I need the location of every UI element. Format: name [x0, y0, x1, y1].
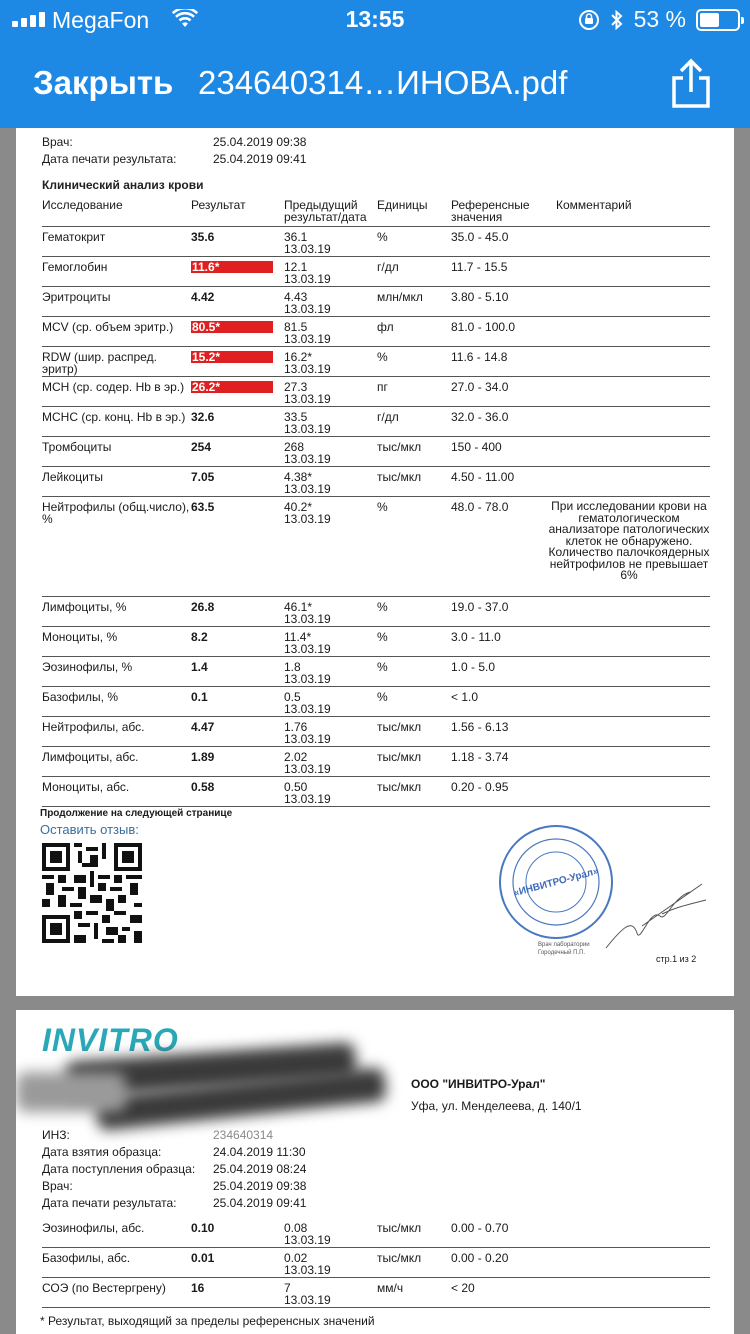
flagged-result: 26.2* — [191, 381, 273, 393]
test-result: 0.58 — [191, 780, 215, 794]
previous-date: 13.03.19 — [284, 482, 331, 496]
previous-value: 7 — [284, 1281, 291, 1295]
table-row — [42, 687, 710, 717]
test-result: 0.10 — [191, 1221, 215, 1235]
previous-result — [284, 781, 372, 805]
reference-range: 0.20 - 0.95 — [451, 780, 509, 794]
orientation-lock-icon — [578, 9, 600, 31]
table-row — [42, 497, 710, 597]
test-name: Лейкоциты — [42, 470, 104, 484]
test-units: % — [377, 230, 388, 244]
meta-key: Дата печати результата: — [42, 152, 177, 166]
meta-row — [42, 1162, 306, 1176]
test-result: 0.1 — [191, 690, 208, 704]
meta-value: 25.04.2019 09:41 — [213, 152, 307, 166]
test-result — [191, 321, 271, 333]
flagged-result: 80.5* — [191, 321, 273, 333]
flagged-result: 15.2* — [191, 351, 273, 363]
reference-range: 11.7 - 15.5 — [451, 260, 508, 274]
test-name: Лимфоциты, абс. — [42, 750, 139, 764]
reference-range: < 20 — [451, 1281, 475, 1295]
reference-range: 19.0 - 37.0 — [451, 600, 509, 614]
test-units: тыс/мкл — [377, 750, 422, 764]
previous-result — [284, 691, 372, 715]
previous-result — [284, 261, 372, 285]
table-header — [42, 199, 710, 227]
test-result: 1.4 — [191, 660, 208, 674]
test-units: тыс/мкл — [377, 440, 422, 454]
reference-range: < 1.0 — [451, 690, 479, 704]
previous-value: 4.38* — [284, 470, 313, 484]
reference-range: 11.6 - 14.8 — [451, 350, 508, 364]
table-row — [42, 467, 710, 497]
test-units: тыс/мкл — [377, 720, 422, 734]
previous-value: 27.3 — [284, 380, 308, 394]
bluetooth-icon — [610, 9, 624, 31]
table-row — [42, 227, 710, 257]
pdf-page-2[interactable] — [16, 1010, 734, 1334]
test-name: Эритроциты — [42, 290, 111, 304]
test-result: 8.2 — [191, 630, 208, 644]
page-number: стр.1 из 2 — [656, 954, 697, 964]
table-row — [42, 1278, 710, 1308]
share-icon[interactable] — [668, 58, 714, 110]
test-units: % — [377, 350, 388, 364]
col-header-comment: Комментарий — [556, 198, 632, 212]
previous-date: 13.03.19 — [284, 702, 331, 716]
meta-key: Дата взятия образца: — [42, 1145, 162, 1159]
table-row — [42, 437, 710, 467]
footnote: * Результат, выходящий за пределы референсных значений — [40, 1314, 375, 1328]
section-title: Клинический анализ крови — [42, 178, 204, 192]
previous-result — [284, 751, 372, 775]
test-result — [191, 351, 271, 363]
test-comment: При исследовании крови на гематологическом анализаторе патологических клеток не обнаружено. Количество палочкоядерных нейтрофилов не превышает 6% — [548, 499, 710, 582]
table-row — [42, 717, 710, 747]
previous-value: 1.76 — [284, 720, 308, 734]
test-result: 4.42 — [191, 290, 215, 304]
test-result: 16 — [191, 1281, 205, 1295]
previous-value: 36.1 — [284, 230, 308, 244]
previous-date: 13.03.19 — [284, 452, 331, 466]
test-result: 0.01 — [191, 1251, 215, 1265]
meta-row — [42, 135, 306, 149]
signature-note-2: Городечный П.П. — [538, 950, 586, 956]
flagged-result: 11.6* — [191, 261, 273, 273]
test-name: СОЭ (по Вестергрену) — [42, 1281, 166, 1295]
meta-key: Дата печати результата: — [42, 1196, 177, 1210]
test-units: тыс/мкл — [377, 780, 422, 794]
test-name: MCV (ср. объем эритр.) — [42, 320, 174, 334]
test-units: тыс/мкл — [377, 1251, 422, 1265]
close-button[interactable]: Закрыть — [33, 64, 174, 101]
table-row — [42, 317, 710, 347]
test-result — [191, 381, 271, 393]
test-name: Эозинофилы, абс. — [42, 1221, 145, 1235]
test-units: % — [377, 500, 388, 514]
table-row — [42, 627, 710, 657]
previous-value: 0.08 — [284, 1221, 308, 1235]
reference-range: 0.00 - 0.70 — [451, 1221, 509, 1235]
status-bar — [0, 0, 750, 40]
previous-value: 0.5 — [284, 690, 301, 704]
col-header-result: Результат — [191, 198, 246, 212]
reference-range: 81.0 - 100.0 — [451, 320, 516, 334]
reference-range: 35.0 - 45.0 — [451, 230, 509, 244]
meta-row — [42, 1196, 306, 1210]
qr-code-icon[interactable] — [42, 843, 142, 943]
test-units: г/дл — [377, 410, 399, 424]
table-row — [42, 287, 710, 317]
reference-range: 27.0 - 34.0 — [451, 380, 509, 394]
previous-result — [284, 441, 372, 465]
table-row — [42, 407, 710, 437]
test-units: % — [377, 630, 388, 644]
test-result: 26.8 — [191, 600, 215, 614]
status-time: 13:55 — [345, 6, 405, 32]
test-name: Нейтрофилы (общ.число), % — [42, 500, 190, 526]
meta-value: 24.04.2019 11:30 — [213, 1145, 306, 1159]
meta-value: 234640314 — [213, 1128, 274, 1142]
previous-value: 0.50 — [284, 780, 308, 794]
test-units: % — [377, 660, 388, 674]
previous-value: 11.4* — [284, 630, 312, 644]
test-name: Гемоглобин — [42, 260, 108, 274]
previous-date: 13.03.19 — [284, 392, 331, 406]
reference-range: 1.18 - 3.74 — [451, 750, 509, 764]
previous-result — [284, 601, 372, 625]
reference-range: 1.0 - 5.0 — [451, 660, 496, 674]
test-units: тыс/мкл — [377, 1221, 422, 1235]
battery-percent: 53 % — [633, 6, 686, 32]
previous-result — [284, 1252, 372, 1276]
reference-range: 150 - 400 — [451, 440, 502, 454]
test-name: Гематокрит — [42, 230, 106, 244]
app-header — [0, 0, 750, 128]
previous-date: 13.03.19 — [284, 1233, 331, 1247]
previous-value: 1.8 — [284, 660, 301, 674]
test-result: 7.05 — [191, 470, 215, 484]
previous-value: 268 — [284, 440, 305, 454]
previous-result — [284, 721, 372, 745]
previous-date: 13.03.19 — [284, 642, 331, 656]
previous-result — [284, 501, 372, 525]
reference-range: 3.80 - 5.10 — [451, 290, 509, 304]
test-result: 35.6 — [191, 230, 215, 244]
test-units: % — [377, 600, 388, 614]
test-name: Лимфоциты, % — [42, 600, 127, 614]
previous-result — [284, 1282, 372, 1306]
previous-date: 13.03.19 — [284, 242, 331, 256]
battery-icon — [696, 9, 740, 31]
previous-value: 2.02 — [284, 750, 308, 764]
test-units: г/дл — [377, 260, 399, 274]
test-units: млн/мкл — [377, 290, 423, 304]
previous-result — [284, 471, 372, 495]
stamp-label: «ИНВИТРО-Урал» — [512, 865, 600, 900]
col-header-prev: Предыдущий результат/дата — [284, 198, 367, 224]
previous-value: 16.2* — [284, 350, 313, 364]
previous-value: 46.1* — [284, 600, 313, 614]
previous-date: 13.03.19 — [284, 612, 331, 626]
test-units: тыс/мкл — [377, 470, 422, 484]
previous-value: 4.43 — [284, 290, 308, 304]
test-name: Моноциты, абс. — [42, 780, 130, 794]
table-row — [42, 1248, 710, 1278]
lab-stamp — [496, 822, 616, 942]
table-row — [42, 347, 710, 377]
previous-date: 13.03.19 — [284, 762, 331, 776]
previous-date: 13.03.19 — [284, 672, 331, 686]
test-name: Базофилы, % — [42, 690, 118, 704]
previous-date: 13.03.19 — [284, 512, 331, 526]
carrier-name: MegaFon — [52, 7, 150, 33]
test-units: фл — [377, 320, 394, 334]
meta-value: 25.04.2019 08:24 — [213, 1162, 307, 1176]
previous-date: 13.03.19 — [284, 362, 331, 376]
previous-result — [284, 351, 372, 375]
previous-date: 13.03.19 — [284, 792, 331, 806]
org-name: ООО "ИНВИТРО-Урал" — [411, 1077, 546, 1091]
continue-note: Продолжение на следующей странице — [40, 808, 233, 819]
previous-result — [284, 1222, 372, 1246]
test-name: Базофилы, абс. — [42, 1251, 131, 1265]
table-row — [42, 377, 710, 407]
previous-date: 13.03.19 — [284, 1263, 331, 1277]
reference-range: 32.0 - 36.0 — [451, 410, 509, 424]
previous-value: 0.02 — [284, 1251, 308, 1265]
previous-value: 40.2* — [284, 500, 313, 514]
test-name: Нейтрофилы, абс. — [42, 720, 145, 734]
meta-row — [42, 1179, 306, 1193]
meta-value: 25.04.2019 09:41 — [213, 1196, 307, 1210]
previous-date: 13.03.19 — [284, 732, 331, 746]
nav-bar — [0, 40, 750, 128]
reference-range: 1.56 - 6.13 — [451, 720, 509, 734]
previous-date: 13.03.19 — [284, 332, 331, 346]
feedback-link[interactable]: Оставить отзыв: — [40, 822, 139, 837]
org-address: Уфа, ул. Менделеева, д. 140/1 — [411, 1099, 582, 1113]
previous-result — [284, 411, 372, 435]
meta-key: Врач: — [42, 1179, 73, 1193]
test-name: MCHC (ср. конц. Hb в эр.) — [42, 410, 186, 424]
meta-value: 25.04.2019 09:38 — [213, 1179, 307, 1193]
meta-key: Врач: — [42, 135, 73, 149]
table-row — [42, 657, 710, 687]
test-result: 1.89 — [191, 750, 215, 764]
invitro-logo: INVITRO — [42, 1022, 179, 1058]
reference-range: 3.0 - 11.0 — [451, 630, 501, 644]
previous-date: 13.03.19 — [284, 302, 331, 316]
previous-result — [284, 231, 372, 255]
col-header-units: Единицы — [377, 198, 428, 212]
test-units: % — [377, 690, 388, 704]
test-result: 32.6 — [191, 410, 215, 424]
pdf-page-1[interactable] — [16, 110, 734, 996]
test-name: Моноциты, % — [42, 630, 118, 644]
reference-range: 4.50 - 11.00 — [451, 470, 515, 484]
table-row — [42, 747, 710, 777]
previous-value: 81.5 — [284, 320, 308, 334]
test-name: Тромбоциты — [42, 440, 112, 454]
previous-date: 13.03.19 — [284, 1293, 331, 1307]
previous-result — [284, 661, 372, 685]
previous-value: 12.1 — [284, 260, 308, 274]
previous-date: 13.03.19 — [284, 272, 331, 286]
table-row — [42, 777, 710, 807]
signature — [602, 878, 712, 958]
reference-range: 48.0 - 78.0 — [451, 500, 509, 514]
signature-note-1: Врач лаборатории — [538, 942, 590, 948]
test-result: 254 — [191, 440, 212, 454]
test-units: пг — [377, 380, 388, 394]
test-units: мм/ч — [377, 1281, 404, 1295]
table-row — [42, 1218, 710, 1248]
test-name: MCH (ср. содер. Hb в эр.) — [42, 380, 185, 394]
meta-value: 25.04.2019 09:38 — [213, 135, 307, 149]
previous-value: 33.5 — [284, 410, 308, 424]
meta-key: Дата поступления образца: — [42, 1162, 196, 1176]
previous-result — [284, 631, 372, 655]
redacted-block — [16, 1072, 126, 1112]
table-row — [42, 257, 710, 287]
test-name: Эозинофилы, % — [42, 660, 133, 674]
reference-range: 0.00 - 0.20 — [451, 1251, 509, 1265]
test-name: RDW (шир. распред. эритр) — [42, 350, 157, 376]
test-result — [191, 261, 271, 273]
meta-key: ИНЗ: — [42, 1128, 70, 1142]
test-result: 63.5 — [191, 500, 215, 514]
col-header-name: Исследование — [42, 198, 123, 212]
document-title: 234640314…ИНОВА.pdf — [198, 64, 568, 101]
col-header-ref: Референсные значения — [451, 198, 530, 224]
test-result: 4.47 — [191, 720, 215, 734]
meta-row — [42, 1145, 306, 1159]
previous-result — [284, 291, 372, 315]
meta-row — [42, 1128, 273, 1142]
previous-result — [284, 321, 372, 345]
previous-date: 13.03.19 — [284, 422, 331, 436]
previous-result — [284, 381, 372, 405]
table-row — [42, 597, 710, 627]
meta-row — [42, 152, 306, 166]
